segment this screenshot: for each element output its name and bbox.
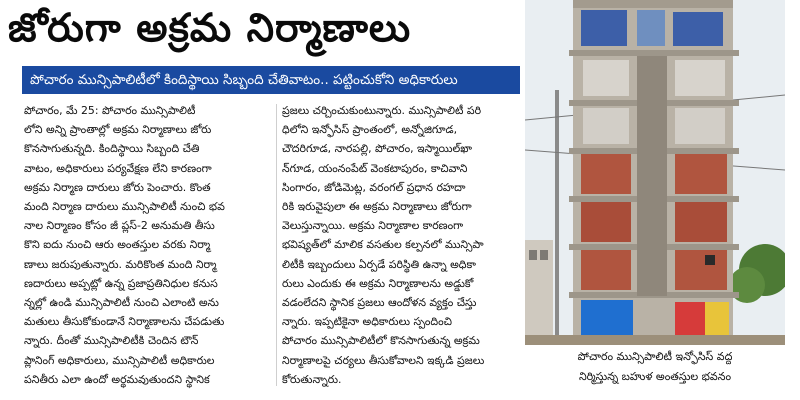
- body-line: నిర్మాణాలపై చర్యలు తీసుకోవాలని ఇక్కడి ప్రజలు: [282, 353, 485, 367]
- body-line: రికి ఇరువైపులా ఈ అక్రమ నిర్మాణాలు జోరుగా: [282, 200, 472, 214]
- caption-line: పోచారం మున్సిపాలిటీ ఇన్ఫోసిస్ వద్ద: [577, 350, 733, 363]
- headline: జోరుగా అక్రమ నిర్మాణాలు: [8, 6, 412, 51]
- body-line: వెలుస్తున్నాయి. అక్రమ నిర్మాణాల కారణంగా: [282, 219, 464, 233]
- body-line: ణాలు జరుపుతున్నారు. మరికొంత మంది నిర్మా: [24, 257, 217, 271]
- body-line: పనితీరు ఎలా ఉందో అర్థమవుతుందని స్థానిక: [24, 372, 210, 386]
- body-line: ప్రజలు చర్చించుకుంటున్నారు. మున్సిపాలిటీ పరి: [282, 104, 482, 117]
- building-photo: [525, 0, 785, 345]
- body-line: న్‌గూడ, యంనంపేట్ వెంకటాపురం, కాచివాని: [282, 161, 468, 175]
- body-line: పోచారం, మే 25: పోచారం మున్సిపాలిటీ: [24, 104, 196, 117]
- article-column-2: [282, 101, 522, 389]
- body-line: ణదారులు అప్పట్లో ఉన్న ప్రజాప్రతినిధుల కనుస: [24, 276, 218, 290]
- neighbour-window: [540, 250, 548, 260]
- body-line: పోచారం మున్సిపాలిటీలో కొనసాగుతున్న అక్రమ: [282, 334, 480, 348]
- column-divider: [276, 104, 277, 386]
- body-line: నాల నిర్మాణం కోసం జీ ప్లస్-2 అనుమతి తీసు: [24, 219, 215, 233]
- subheadline-banner: [22, 66, 520, 94]
- body-line: కొనసాగుతున్నది. కిందిస్థాయి సిబ్బంది చేతి: [24, 142, 200, 156]
- body-line: న్నల్లో ఉండి మున్సిపాలిటీ నుంచి ఎలాంటి అను: [24, 296, 219, 310]
- body-line: ప్లానింగ్ అధికారులు, మున్సిపాలిటీ అధికారుల: [24, 353, 215, 367]
- body-line: మతులు తీసుకోకుండానే నిర్మాణాలను చేపడుతు: [24, 315, 225, 329]
- body-line: అక్రమ నిర్మాణ దారులు జోరు పెంచారు. కొంత: [24, 180, 211, 194]
- ground: [525, 335, 785, 345]
- body-line: న్నారు. ఇప్పటికైనా అధికారులు స్పందించి: [282, 315, 452, 329]
- building-illustration: [525, 0, 785, 345]
- body-line: కోరుతున్నారు.: [282, 372, 342, 386]
- caption-line: నిర్మిస్తున్న బహుళ అంతస్తుల భవనం: [578, 370, 732, 383]
- neighbour-window: [529, 250, 537, 260]
- body-line: మంది నిర్మాణ దారులు మున్సిపాలిటీ నుంచి భవ: [24, 200, 225, 214]
- main-building: [569, 0, 739, 345]
- body-line: భవిష్యత్‌లో మాలిక వసతుల కల్పనలో మున్సిపా: [282, 238, 484, 252]
- body-line: రులు ఎందుకు ఈ అక్రమ నిర్మాణాలను అడ్డుకో: [282, 276, 474, 290]
- body-line: లిటీకి ఇబ్బందులు ఏర్పడే పరిస్థితి ఉన్నా అధికా: [282, 257, 476, 271]
- photo-caption: [525, 347, 785, 391]
- body-line: లోని అన్ని ప్రాంతాల్లో అక్రమ నిర్మాణాలు జోరు: [24, 123, 212, 137]
- body-line: న్నారు. దీంతో మున్సిపాలిటీకి చెందిన టౌన్: [24, 334, 199, 348]
- article-column-1: [24, 101, 270, 389]
- body-line: ధిలోని ఇన్ఫోసిస్ ప్రాంతంలో, అన్నోజిగూడ,: [282, 123, 458, 137]
- body-line: సింగారం, జోడిమెట్ల, వరంగల్ ప్రధాన రహదా: [282, 180, 466, 194]
- body-line: చౌదరిగూడ, నారపల్లి, పోచారం, ఇస్మాయిల్‌ఖా: [282, 142, 472, 156]
- body-line: వాటం, అధికారులు పర్యవేక్షణ లేని కారణంగా: [24, 161, 212, 175]
- body-line: కొని ఐదు నుంచి ఆరు అంతస్తుల వరకు నిర్మా: [24, 238, 211, 252]
- subheadline-text: పోచారం మున్సిపాలిటీలో కిందిస్థాయి సిబ్బంది చేతివాటం.. పట్టించుకోని అధికారులు: [30, 72, 458, 88]
- body-line: వడంలేదని స్థానిక ప్రజలు ఆందోళన వ్యక్తం చేస్తు: [282, 296, 477, 310]
- electric-pole: [555, 90, 559, 345]
